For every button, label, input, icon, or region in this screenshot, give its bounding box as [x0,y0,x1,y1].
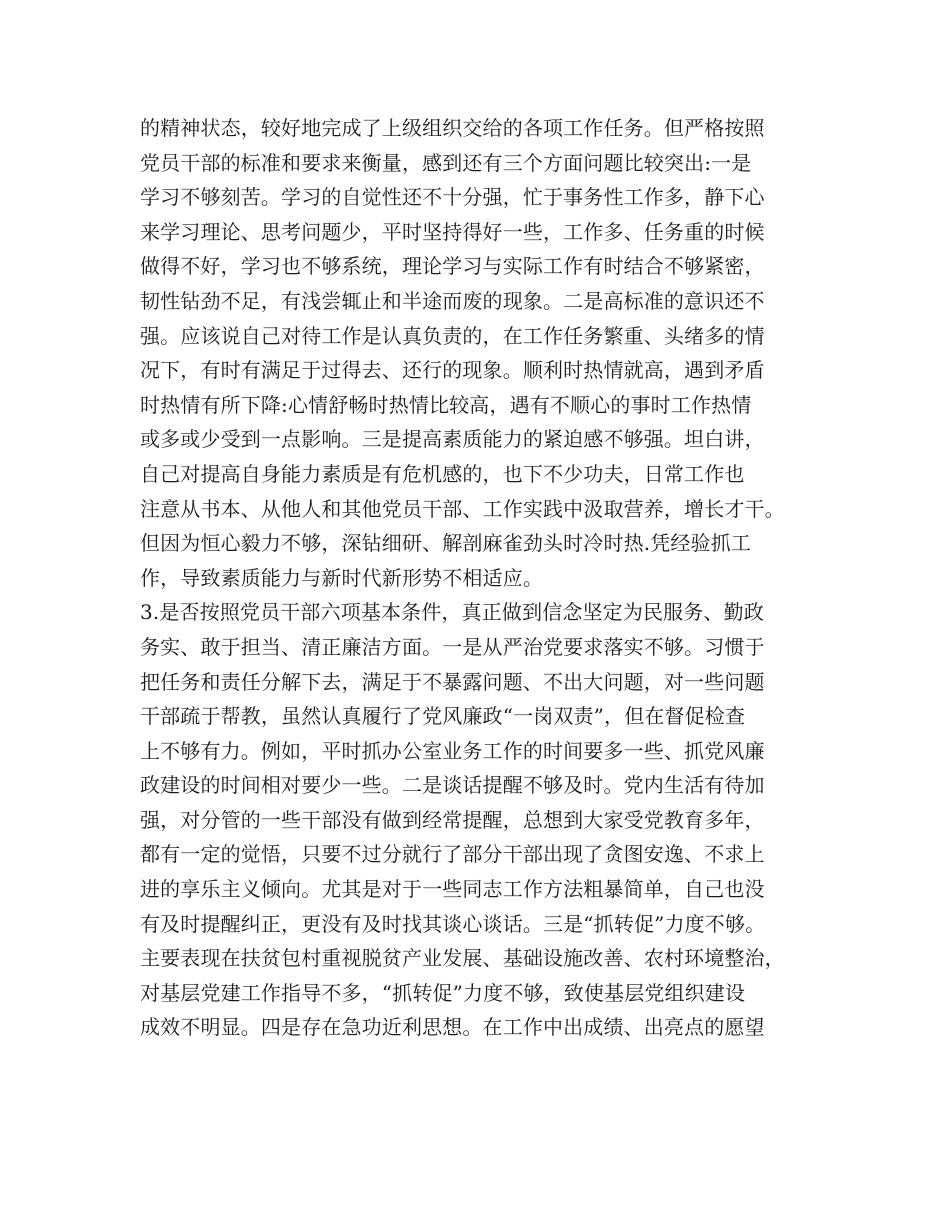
text-line: 但因为恒心毅力不够，深钻细研、解剖麻雀劲头时冷时热.凭经验抓工 [140,531,752,556]
text-line: 务实、敢于担当、清正廉洁方面。一是从严治党要求落实不够。习惯于 [140,634,765,659]
text-line: 自己对提高自身能力素质是有危机感的，也下不少功夫，日常工作也 [140,461,745,486]
text-line: 学习不够刻苦。学习的自觉性还不十分强，忙于事务性工作多，静下心 [140,185,765,210]
text-line: 韧性钻劲不足，有浅尝辄止和半途而废的现象。二是高标准的意识还不 [140,288,765,313]
text-line: 来学习理论、思考问题少，平时坚持得好一些，工作多、任务重的时候 [140,219,765,244]
text-line: 强，对分管的一些干部没有做到经常提醒，总想到大家受党教育多年， [140,807,765,832]
text-line: 有及时提醒纠正，更没有及时找其谈心谈话。三是“抓转促”力度不够。 [140,911,766,936]
text-line: 作，导致素质能力与新时代新形势不相适应。 [140,565,543,590]
text-line: 3.是否按照党员干部六项基本条件，真正做到信念坚定为民服务、勤政 [140,600,764,625]
text-line: 进的享乐主义倾向。尤其是对于一些同志工作方法粗暴简单，自己也没 [140,877,765,902]
text-line: 或多或少受到一点影响。三是提高素质能力的紧迫感不够强。坦白讲， [140,427,765,452]
body-text [140,111,830,1045]
text-line: 况下，有时有满足于过得去、还行的现象。顺利时热情就高，遇到矛盾 [140,358,765,383]
text-line: 上不够有力。例如，平时抓办公室业务工作的时间要多一些、抓党风廉 [140,738,765,763]
text-line: 成效不明显。四是存在急功近利思想。在工作中出成绩、出亮点的愿望 [140,1015,765,1040]
text-line: 的精神状态，较好地完成了上级组织交给的各项工作任务。但严格按照 [140,116,765,140]
text-line: 党员干部的标准和要求来衡量，感到还有三个方面问题比较突出:一是 [140,150,752,175]
text-line: 干部疏于帮教，虽然认真履行了党风廉政“一岗双责”，但在督促检查 [140,704,746,729]
text-line: 做得不好，学习也不够系统，理论学习与实际工作有时结合不够紧密， [140,254,765,279]
text-line: 都有一定的觉悟，只要不过分就行了部分干部出现了贪图安逸、不求上 [140,842,765,867]
text-line: 注意从书本、从他人和其他党员干部、工作实践中汲取营养，增长才干。 [140,496,785,521]
text-line: 时热情有所下降:心情舒畅时热情比较高，遇有不顺心的事时工作热情 [140,392,752,417]
text-line: 把任务和责任分解下去，满足于不暴露问题、不出大问题，对一些问题 [140,669,765,694]
text-line: 对基层党建工作指导不多，“抓转促”力度不够，致使基层党组织建设 [140,980,746,1005]
text-line: 政建设的时间相对要少一些。二是谈话提醒不够及时。党内生活有待加 [140,773,765,798]
text-line: 强。应该说自己对待工作是认真负责的，在工作任务繁重、头绪多的情 [140,323,765,348]
text-line: 主要表现在扶贫包村重视脱贫产业发展、基础设施改善、农村环境整治， [140,946,785,971]
